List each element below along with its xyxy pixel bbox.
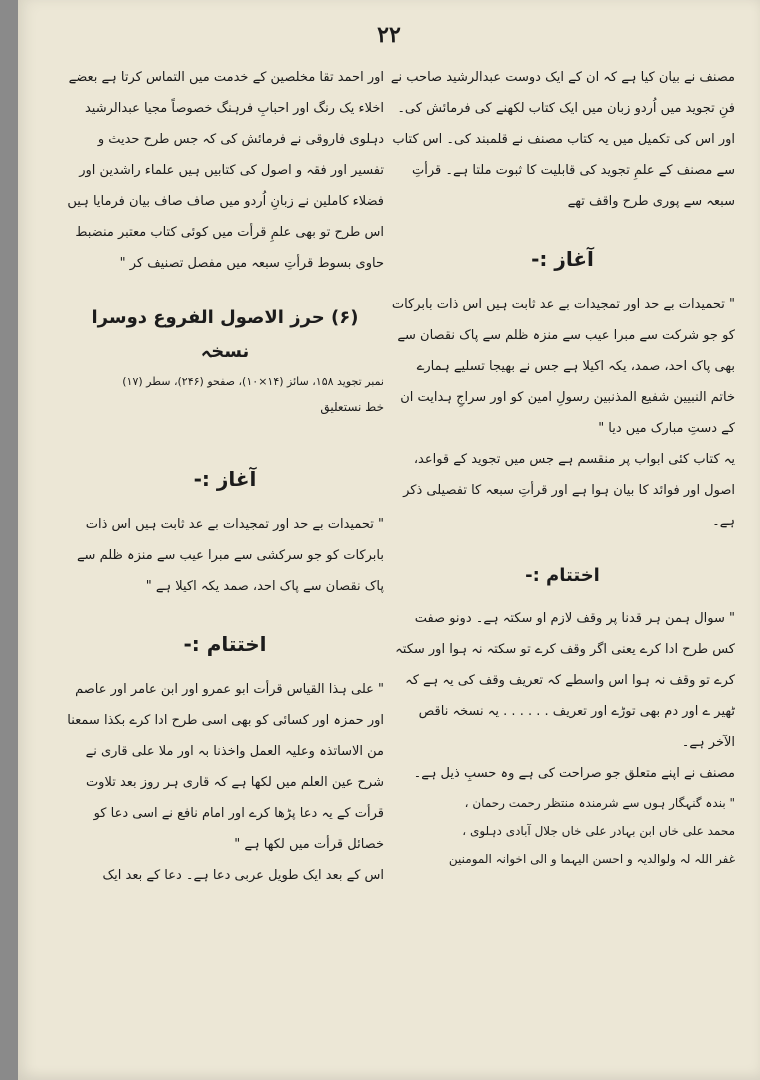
left-column [66,62,384,891]
page-number: ۲۲ [377,22,401,48]
signature-line-2: محمد علی خاں ابن بہادر علی خاں جلال آبادی دہلوی ، [462,824,735,838]
right-aghaz-note: یہ کتاب کئی ابواب پر منقسم ہے جس میں تجوید کے قواعد، اصول اور فوائد کا بیان ہوا ہے اور قرأتِ سبعہ کا تفصیلی ذکر ہے۔ [403,452,735,529]
right-ikhtitam-heading: اختتام :- [525,565,600,586]
right-intro-paragraph: مصنف نے بیان کیا ہے کہ ان کے ایک دوست عبدالرشید صاحب نے فنِ تجوید میں اُردو زبان میں ایک کتاب لکھنے کی فرمائش کی۔ اور اس کی تکمیل میں یہ کتاب مصنف نے قلمبند کی۔ اس کتاب سے مصنف کے علمِ تجوید کی قابلیت کا ثبوت ملتا ہے۔ قرأتِ سبعہ سے پوری طرح واقف تھے [390,70,735,209]
signature-line-1: " بندہ گنہگار ہوں سے شرمندہ منتظر رحمت رحمان ، [464,796,735,810]
left-aghaz-quote: " تحمیدات بے حد اور تمجیدات بے عد ثابت ہیں اس ذات بابرکات کو جو سرکشی سے مبرا عیب سے منزہ ظلم سے پاک نقصان سے پاک احد، صمد یکہ اکیلا ہے " [76,517,384,594]
left-intro-paragraph: اور احمد تقا مخلصین کے خدمت میں التماس کرتا ہے بعضے اخلاء یک رنگ اور احبابِ فرہنگ خصوصاً مجیا عبدالرشید دہلوی فاروقی نے فرمائش کی کہ جس طرح حدیث و تفسیر اور فقہ و اصول کی کتابیں ہیں علماء راشدین اور فضلاء کاملین نے زبانِ اُردو میں صاف صاف بیان فرمایا ہیں اس طرح تو بھی علمِ قرأت میں کوئی کتاب معتبر منضبط حاوی بسوط قرأتِ سبعہ میں مفصل تصنیف کر " [67,70,384,271]
left-section-title: (۶) حرز الاصول الفروع دوسرا نسخہ [91,307,359,362]
right-aghaz-quote: " تحمیدات بے حد اور تمجیدات بے عد ثابت ہیں اس ذات بابرکات کو جو شرکت سے مبرا عیب سے منزہ ظلم سے پاک نقصان سے بھی پاک احد، صمد، یکہ اکیلا ہے جس نے بھیجا تسلیے ہمارے خاتم النبیین شفیع المذنبین رسولِ امین کو اور سراجِ ہدایت ان کے دستِ مبارک میں دیا " [391,297,735,436]
right-aghaz-heading: آغاز :- [531,247,594,271]
script-line: خط نستعلیق [320,400,384,414]
manuscript-page [18,0,760,1080]
catalog-line: نمبر تجوید ۱۵۸، سائز (۱۴×۱۰)، صفحو (۲۴۶)، سطر (۱۷) [122,375,384,388]
left-ikhtitam-heading: اختتام :- [183,632,267,656]
left-aghaz-heading: آغاز :- [193,467,257,491]
signature-line-3: غفر اللہ لہ ولوالدیہ و احسن الیہما و الی اخوانہ المومنین [448,852,735,866]
right-ikhtitam-note: مصنف نے اپنے متعلق جو صراحت کی ہے وہ حسبِ ذیل ہے۔ [413,766,735,781]
left-closing-note: اس کے بعد ایک طویل عربی دعا ہے۔ دعا کے بعد ایک [102,868,384,883]
right-ikhtitam-quote: " سوال ہمن ہر قدنا پر وقف لازم او سکتہ ہے۔ دونو صفت کس طرح ادا کرے یعنی اگر وقف کرے تو سکتہ نہ ہوا اور سکتہ کرے تو وقف نہ ہوا اس واسطے کہ تعریف وقف کی یہ ہے کہ ٹھیر ے اور دم بھی توڑے اور تعریف . . . . . . یہ نسخہ ناقص الآخر ہے۔ [395,611,735,750]
left-ikhtitam-quote: " علی ہذا القیاس قرأت ابو عمرو اور ابن عامر اور عاصم اور حمزہ اور کسائی کو بھی اسی طرح ادا کرے بکذا سمعنا من الاساتذہ وعلیہ العمل واخذنا بہ اور ملا علی قاری نے شرح عین العلم میں لکھا ہے کہ قاری ہر روز بعد تلاوت قرأت کے یہ دعا پڑھا کرے اور امام نافع نے اسی دعا کو خصائل قرأت میں لکھا ہے " [67,682,384,852]
right-column [390,62,735,873]
